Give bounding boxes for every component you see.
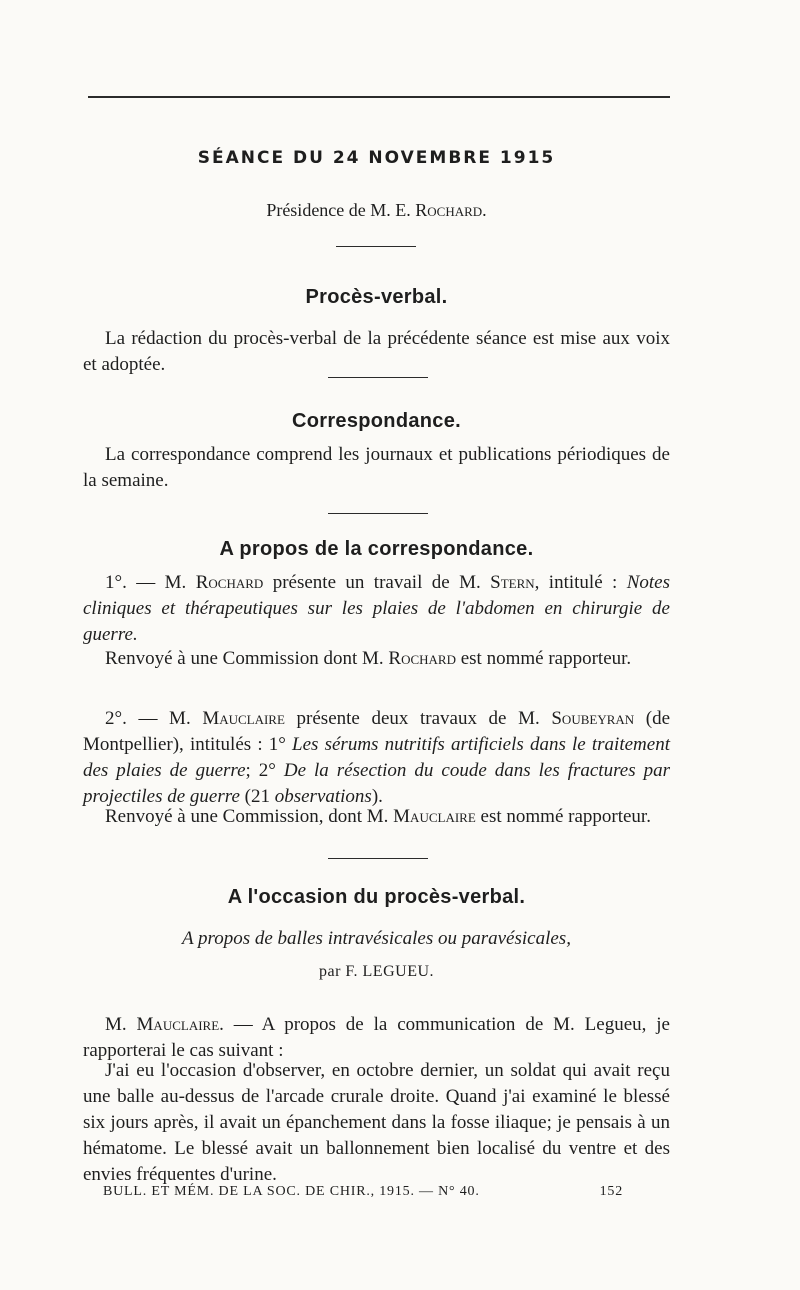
item-2-title-2: De la résection du coude dans les fractures par projectiles de guerre — [83, 760, 670, 807]
item-1-author2: Stern — [490, 572, 535, 593]
top-rule — [88, 96, 670, 98]
presidence-line — [83, 200, 670, 221]
item-2-title-1: Les sérums nutritifs artificiels dans le traitement des plaies de guerre — [83, 734, 670, 781]
a-propos-heading: A propos de la correspondance. — [219, 538, 534, 560]
occasion-subtitle: A propos de balles intravésicales ou paravésicales, — [182, 928, 571, 949]
item-1-num: 1°. — M. — [105, 572, 187, 593]
correspondance-heading: Correspondance. — [292, 410, 461, 432]
item-1-intitule: , intitulé : — [534, 572, 618, 593]
proces-verbal-text: La rédaction du procès-verbal de la précédente séance est mise aux voix et adoptée. — [83, 328, 670, 375]
item-2-obs-close: ). — [371, 786, 383, 807]
divider-rule — [328, 377, 428, 378]
item-1-title: Notes cliniques et thérapeutiques sur les plaies de l'abdomen en chirurgie de guerre. — [83, 572, 671, 645]
divider-rule — [328, 513, 428, 514]
page-footer — [103, 1184, 623, 1200]
item-2-renvoi-b: est nommé rapporteur. — [480, 806, 651, 827]
occasion-heading: A l'occasion du procès-verbal. — [227, 886, 526, 908]
item-2-author2: Soubeyran — [551, 708, 635, 729]
session-title: SÉANCE DU 24 NOVEMBRE 1915 — [197, 148, 556, 168]
occasion-paragraph-2: J'ai eu l'occasion d'observer, en octobre dernier, un soldat qui avait reçu une balle au-dessus de l'arcade crurale droite. Quand j'ai examiné le blessé six jours après, il avait un épanchement dans la fosse iliaque; je pensais à un hématome. Le blessé avait un ballonnement bien localisé du ventre et des envies fréquentes d'urine. — [83, 1060, 670, 1185]
item-2-loc: (de Montpellier), intitulés : 1° — [83, 708, 671, 755]
item-2-obs-open: (21 — [244, 786, 270, 807]
correspondance-text: La correspondance comprend les journaux et publications périodiques de la semaine. — [83, 444, 670, 491]
item-2-num: 2°. — M. — [105, 708, 191, 729]
occasion-p1-text: — A propos de la communication de M. Legueu, je rapporterai le cas suivant : — [83, 1014, 670, 1061]
item-2-sep: ; 2° — [245, 760, 276, 781]
item-2-mid: présente deux travaux de M. — [296, 708, 540, 729]
divider-rule — [336, 246, 416, 247]
item-2-obs: observations — [274, 786, 372, 807]
item-1-mid: présente un travail de M. — [272, 572, 481, 593]
speaker-name: M. Mauclaire. — [105, 1014, 224, 1035]
page — [83, 0, 670, 1290]
item-2-author: Mauclaire — [202, 708, 285, 729]
item-1-author: Rochard — [195, 572, 264, 593]
item-2-renvoi — [83, 804, 670, 830]
presidence-prefix: Présidence de M. E. — [266, 200, 411, 220]
divider-rule — [328, 858, 428, 859]
footer-journal: BULL. ET MÉM. DE LA SOC. DE CHIR., 1915. — N° 40. — [103, 1184, 480, 1199]
item-2-renvoi-a: Renvoyé à une Commission, dont M. — [105, 806, 389, 827]
occasion-byline: par F. LEGUEU. — [318, 963, 435, 980]
item-1-renvoi-a: Renvoyé à une Commission dont M. — [105, 648, 384, 669]
occasion-paragraph-1 — [83, 1012, 670, 1064]
item-1-text — [83, 570, 670, 648]
item-1-renvoi-name: Rochard — [388, 648, 456, 669]
item-1-renvoi-b: est nommé rapporteur. — [460, 648, 632, 669]
proces-verbal-heading: Procès-verbal. — [305, 286, 448, 308]
item-2-text — [83, 706, 670, 810]
item-2-renvoi-name: Mauclaire — [393, 806, 476, 827]
page-number: 152 — [599, 1184, 623, 1199]
president-name: Rochard. — [415, 200, 487, 220]
item-1-renvoi — [83, 646, 670, 672]
